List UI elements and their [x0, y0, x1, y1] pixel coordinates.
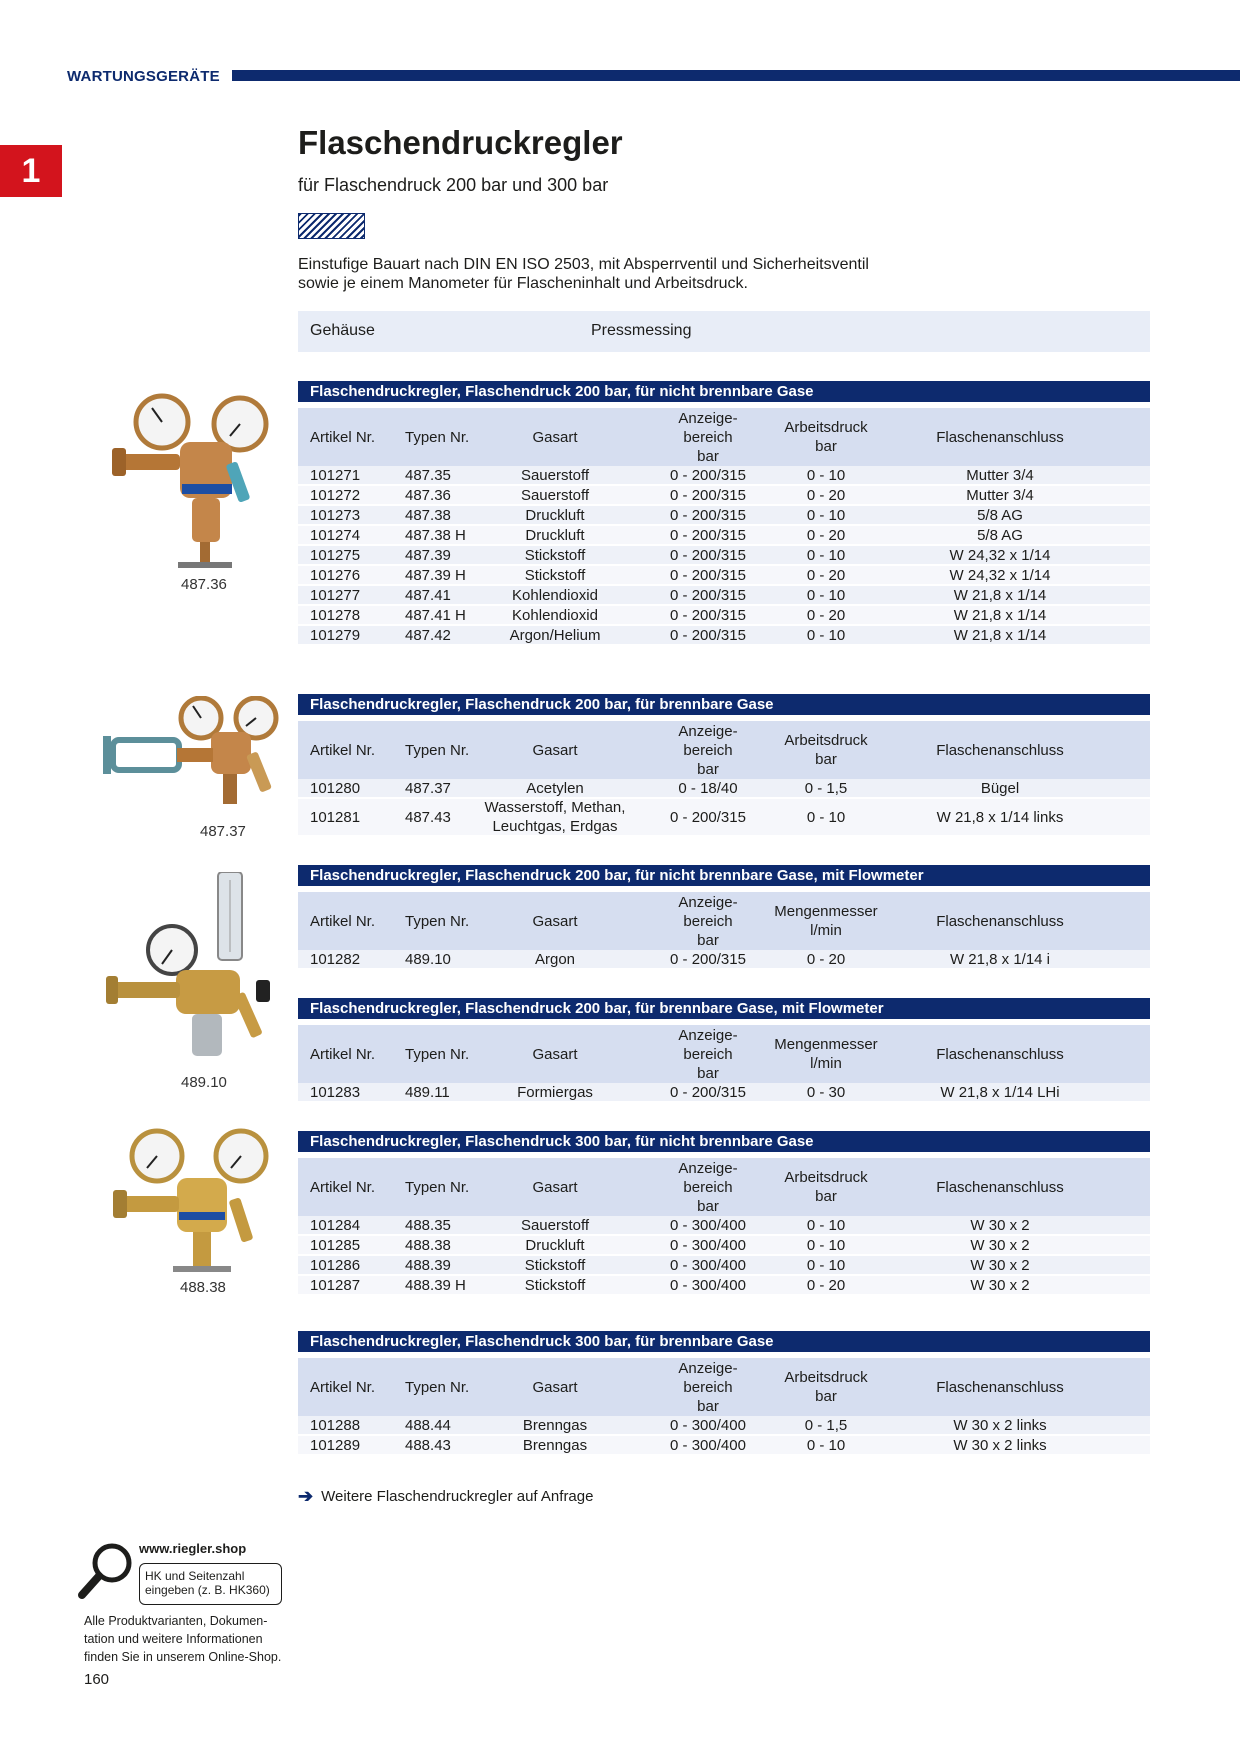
cell-type-number: 487.38 H: [405, 526, 466, 544]
header-display-range: Anzeige- bereich bar: [678, 722, 738, 778]
header-article-number: Artikel Nr.: [310, 1378, 376, 1396]
header-gas-type: Gasart: [532, 1045, 578, 1063]
cell-gas-type: Acetylen: [526, 779, 584, 797]
cell-display-range: 0 - 300/400: [670, 1236, 746, 1254]
cell-gas-type: Druckluft: [525, 526, 585, 544]
cell-cylinder-connection: W 21,8 x 1/14: [953, 626, 1047, 644]
cell-article-number: 101287: [310, 1276, 361, 1294]
cell-type-number: 487.39 H: [405, 566, 466, 584]
more-note: [298, 1486, 593, 1507]
cell-working-pressure: 0 - 1,5: [804, 779, 848, 797]
cell-article-number: 101278: [310, 606, 361, 624]
header-type-number: Typen Nr.: [405, 1178, 470, 1196]
cell-cylinder-connection: W 21,8 x 1/14: [953, 606, 1047, 624]
housing-key: Gehäuse: [310, 322, 375, 339]
page-number: 160: [84, 1671, 110, 1688]
cell-gas-type: Sauerstoff: [520, 466, 590, 484]
header-display-range: Anzeige- bereich bar: [678, 1159, 738, 1215]
table-body: [298, 466, 1150, 646]
header-article-number: Artikel Nr.: [310, 912, 376, 930]
cell-display-range: 0 - 200/315: [670, 506, 746, 524]
cell-cylinder-connection: 5/8 AG: [977, 526, 1023, 544]
header-cylinder-connection: Flaschenanschluss: [936, 428, 1064, 446]
cell-working-pressure: 0 - 20: [806, 1276, 846, 1294]
header-display-range: Anzeige- bereich bar: [678, 893, 738, 949]
cell-article-number: 101271: [310, 466, 361, 484]
cell-working-pressure: 0 - 1,5: [804, 1416, 848, 1434]
header-type-number: Typen Nr.: [405, 1045, 470, 1063]
table-header: [298, 892, 1150, 950]
cell-gas-type: Stickstoff: [524, 546, 586, 564]
header-gas-type: Gasart: [532, 1178, 578, 1196]
table-row: [298, 1083, 1150, 1103]
cell-article-number: 101286: [310, 1256, 361, 1274]
product-table: [298, 865, 1150, 970]
page-subtitle: für Flaschendruck 200 bar und 300 bar: [298, 175, 609, 195]
cell-type-number: 487.37: [405, 779, 451, 797]
cell-type-number: 487.41 H: [405, 606, 466, 624]
product-table: [298, 998, 1150, 1103]
table-row: [298, 626, 1150, 646]
cell-type-number: 488.44: [405, 1416, 451, 1434]
header-display-range: Anzeige- bereich bar: [678, 1026, 738, 1082]
description-line: Einstufige Bauart nach DIN EN ISO 2503, mit Absperrventil und Sicherheitsventil: [298, 256, 869, 273]
cell-working-pressure: 0 - 10: [806, 626, 846, 644]
housing-value: Pressmessing: [591, 322, 692, 339]
cell-display-range: 0 - 200/315: [670, 950, 746, 968]
cell-type-number: 489.10: [405, 950, 451, 968]
cell-working-pressure: 0 - 10: [806, 546, 846, 564]
cell-cylinder-connection: W 24,32 x 1/14: [949, 546, 1051, 564]
table-row: [298, 606, 1150, 626]
product-table: [298, 381, 1150, 646]
cell-display-range: 0 - 200/315: [670, 526, 746, 544]
header-type-number: Typen Nr.: [405, 428, 470, 446]
cell-working-pressure: 0 - 20: [806, 950, 846, 968]
cell-display-range: 0 - 300/400: [670, 1256, 746, 1274]
product-description: [298, 255, 938, 293]
cell-gas-type: Stickstoff: [524, 1276, 586, 1294]
cell-cylinder-connection: Bügel: [980, 779, 1020, 797]
cell-article-number: 101280: [310, 779, 361, 797]
image-caption: 489.10: [181, 1074, 227, 1091]
cell-display-range: 0 - 200/315: [670, 808, 746, 826]
table-title: Flaschendruckregler, Flaschendruck 200 bar, für nicht brennbare Gase, mit Flowmeter: [298, 865, 1150, 886]
cell-type-number: 487.43: [405, 808, 451, 826]
cell-cylinder-connection: W 21,8 x 1/14 links: [936, 808, 1064, 826]
cell-type-number: 487.41: [405, 586, 451, 604]
cell-type-number: 487.39: [405, 546, 451, 564]
header-working-pressure: Arbeitsdruck bar: [784, 419, 868, 455]
header-type-number: Typen Nr.: [405, 1378, 470, 1396]
regulator-image-300bar: [113, 1128, 273, 1283]
cell-cylinder-connection: W 21,8 x 1/14 LHi: [940, 1083, 1060, 1101]
cell-working-pressure: 0 - 10: [806, 1216, 846, 1234]
table-row: [298, 506, 1150, 526]
cell-working-pressure: 0 - 20: [806, 606, 846, 624]
header-working-pressure: Mengenmesser l/min: [774, 903, 878, 939]
cell-article-number: 101283: [310, 1083, 361, 1101]
shop-note-line: Alle Produktvarianten, Dokumen-: [84, 1614, 268, 1628]
cell-gas-type: Stickstoff: [524, 566, 586, 584]
cell-working-pressure: 0 - 10: [806, 466, 846, 484]
table-header: [298, 721, 1150, 779]
shop-url-link[interactable]: www.riegler.shop: [139, 1541, 247, 1556]
cell-working-pressure: 0 - 10: [806, 586, 846, 604]
magnifier-icon: [78, 1541, 136, 1604]
housing-spec: [298, 311, 1150, 352]
cell-working-pressure: 0 - 20: [806, 566, 846, 584]
table-row: [298, 799, 1150, 837]
table-row: [298, 466, 1150, 486]
page-title: Flaschendruckregler: [298, 124, 623, 161]
cell-type-number: 488.39 H: [405, 1276, 466, 1294]
cell-article-number: 101277: [310, 586, 361, 604]
cell-article-number: 101276: [310, 566, 361, 584]
cell-cylinder-connection: W 30 x 2: [970, 1236, 1030, 1254]
cell-type-number: 487.35: [405, 466, 451, 484]
cell-article-number: 101289: [310, 1436, 361, 1454]
description-line: sowie je einem Manometer für Flascheninhalt und Arbeitsdruck.: [298, 275, 748, 292]
cell-type-number: 488.39: [405, 1256, 451, 1274]
cell-article-number: 101275: [310, 546, 361, 564]
cell-display-range: 0 - 300/400: [670, 1416, 746, 1434]
header-cylinder-connection: Flaschenanschluss: [936, 1045, 1064, 1063]
cell-display-range: 0 - 300/400: [670, 1276, 746, 1294]
header-cylinder-connection: Flaschenanschluss: [936, 1378, 1064, 1396]
cell-gas-type: Druckluft: [525, 1236, 585, 1254]
table-title: Flaschendruckregler, Flaschendruck 300 bar, für nicht brennbare Gase: [298, 1131, 1150, 1152]
cell-cylinder-connection: W 30 x 2: [970, 1276, 1030, 1294]
header-type-number: Typen Nr.: [405, 741, 470, 759]
table-body: [298, 779, 1150, 837]
table-header: [298, 1158, 1150, 1216]
cell-type-number: 488.43: [405, 1436, 451, 1454]
header-working-pressure: Arbeitsdruck bar: [784, 732, 868, 768]
cell-display-range: 0 - 200/315: [670, 546, 746, 564]
cell-cylinder-connection: W 30 x 2 links: [953, 1436, 1047, 1454]
arrow-right-icon: ➔: [298, 1486, 314, 1506]
cell-cylinder-connection: W 24,32 x 1/14: [949, 566, 1051, 584]
cell-cylinder-connection: W 30 x 2: [970, 1256, 1030, 1274]
cell-article-number: 101274: [310, 526, 361, 544]
cell-type-number: 488.35: [405, 1216, 451, 1234]
table-row: [298, 566, 1150, 586]
table-body: [298, 950, 1150, 970]
table-row: [298, 526, 1150, 546]
product-table: [298, 694, 1150, 837]
table-body: [298, 1416, 1150, 1456]
cell-gas-type: Brenngas: [522, 1416, 588, 1434]
table-body: [298, 1216, 1150, 1296]
shop-hint-line: HK und Seitenzahl: [145, 1569, 245, 1583]
cell-gas-type: Argon: [534, 950, 576, 968]
cell-display-range: 0 - 200/315: [670, 626, 746, 644]
cell-working-pressure: 0 - 10: [806, 506, 846, 524]
header-article-number: Artikel Nr.: [310, 428, 376, 446]
cell-type-number: 487.42: [405, 626, 451, 644]
cell-cylinder-connection: W 21,8 x 1/14: [953, 586, 1047, 604]
cell-gas-type: Kohlendioxid: [512, 586, 598, 604]
shop-hint-box: [139, 1563, 282, 1605]
table-row: [298, 779, 1150, 799]
regulator-image-flowmeter: [106, 872, 276, 1077]
cell-gas-type: Druckluft: [525, 506, 585, 524]
cell-working-pressure: 0 - 10: [806, 1436, 846, 1454]
header-gas-type: Gasart: [532, 912, 578, 930]
header-type-number: Typen Nr.: [405, 912, 470, 930]
cell-type-number: 488.38: [405, 1236, 451, 1254]
image-caption: 487.37: [200, 823, 246, 840]
cell-cylinder-connection: W 21,8 x 1/14 i: [949, 950, 1051, 968]
cell-gas-type: Kohlendioxid: [512, 606, 598, 624]
cell-display-range: 0 - 200/315: [670, 486, 746, 504]
shop-hint-line: eingeben (z. B. HK360): [145, 1583, 270, 1597]
cell-working-pressure: 0 - 10: [806, 1236, 846, 1254]
table-row: [298, 1276, 1150, 1296]
header-gas-type: Gasart: [532, 428, 578, 446]
table-body: [298, 1083, 1150, 1103]
table-title: Flaschendruckregler, Flaschendruck 200 bar, für brennbare Gase, mit Flowmeter: [298, 998, 1150, 1019]
regulator-image-two-gauges: [112, 392, 272, 577]
cell-type-number: 489.11: [405, 1083, 450, 1101]
image-caption: 488.38: [180, 1279, 226, 1296]
header-working-pressure: Arbeitsdruck bar: [784, 1369, 868, 1405]
header-cylinder-connection: Flaschenanschluss: [936, 741, 1064, 759]
product-table: [298, 1331, 1150, 1456]
header-article-number: Artikel Nr.: [310, 1178, 376, 1196]
header-article-number: Artikel Nr.: [310, 741, 376, 759]
cell-type-number: 487.36: [405, 486, 451, 504]
regulator-image-acetylene: [103, 696, 283, 821]
table-row: [298, 1236, 1150, 1256]
shop-note: [84, 1612, 304, 1666]
cell-gas-type: Sauerstoff: [520, 1216, 590, 1234]
cell-cylinder-connection: Mutter 3/4: [966, 466, 1034, 484]
cell-cylinder-connection: W 30 x 2: [970, 1216, 1030, 1234]
chapter-tab: 1: [0, 145, 62, 197]
more-note-text: Weitere Flaschendruckregler auf Anfrage: [321, 1488, 594, 1505]
table-title: Flaschendruckregler, Flaschendruck 200 bar, für brennbare Gase: [298, 694, 1150, 715]
table-row: [298, 486, 1150, 506]
cell-type-number: 487.38: [405, 506, 451, 524]
cell-gas-type: Stickstoff: [524, 1256, 586, 1274]
cell-display-range: 0 - 200/315: [670, 586, 746, 604]
image-caption: 487.36: [181, 576, 227, 593]
cell-cylinder-connection: 5/8 AG: [977, 506, 1023, 524]
header-gas-type: Gasart: [532, 1378, 578, 1396]
cell-display-range: 0 - 200/315: [670, 566, 746, 584]
header-display-range: Anzeige- bereich bar: [678, 1359, 738, 1415]
section-label: WARTUNGSGERÄTE: [67, 68, 220, 85]
table-row: [298, 546, 1150, 566]
brand-logo: [298, 213, 365, 239]
header-gas-type: Gasart: [532, 741, 578, 759]
cell-article-number: 101273: [310, 506, 361, 524]
cell-gas-type: Argon/Helium: [509, 626, 601, 644]
header-working-pressure: Arbeitsdruck bar: [784, 1169, 868, 1205]
header-article-number: Artikel Nr.: [310, 1045, 376, 1063]
cell-gas-type: Sauerstoff: [520, 486, 590, 504]
cell-display-range: 0 - 300/400: [670, 1436, 746, 1454]
cell-display-range: 0 - 200/315: [670, 1083, 746, 1101]
table-header: [298, 1358, 1150, 1416]
table-row: [298, 586, 1150, 606]
cell-article-number: 101282: [310, 950, 361, 968]
cell-gas-type: Brenngas: [522, 1436, 588, 1454]
table-row: [298, 1256, 1150, 1276]
table-row: [298, 950, 1150, 970]
cell-working-pressure: 0 - 20: [806, 486, 846, 504]
cell-working-pressure: 0 - 30: [806, 1083, 846, 1101]
cell-article-number: 101288: [310, 1416, 361, 1434]
table-row: [298, 1416, 1150, 1436]
shop-note-line: tation und weitere Informationen: [84, 1632, 263, 1646]
header-display-range: Anzeige- bereich bar: [678, 409, 738, 465]
table-row: [298, 1216, 1150, 1236]
header-rule: [232, 70, 1240, 81]
table-header: [298, 408, 1150, 466]
header-cylinder-connection: Flaschenanschluss: [936, 1178, 1064, 1196]
cell-gas-type: Formiergas: [517, 1083, 593, 1101]
cell-article-number: 101279: [310, 626, 361, 644]
cell-working-pressure: 0 - 10: [806, 808, 846, 826]
cell-article-number: 101284: [310, 1216, 361, 1234]
cell-article-number: 101285: [310, 1236, 361, 1254]
cell-article-number: 101281: [310, 808, 361, 826]
cell-working-pressure: 0 - 10: [806, 1256, 846, 1274]
table-row: [298, 1436, 1150, 1456]
cell-display-range: 0 - 300/400: [670, 1216, 746, 1234]
cell-working-pressure: 0 - 20: [806, 526, 846, 544]
table-title: Flaschendruckregler, Flaschendruck 200 bar, für nicht brennbare Gase: [298, 381, 1150, 402]
cell-display-range: 0 - 200/315: [670, 606, 746, 624]
shop-note-line: finden Sie in unserem Online-Shop.: [84, 1650, 282, 1664]
cell-display-range: 0 - 18/40: [678, 779, 738, 797]
cell-article-number: 101272: [310, 486, 361, 504]
cell-gas-type: Wasserstoff, Methan, Leuchtgas, Erdgas: [484, 799, 626, 835]
table-title: Flaschendruckregler, Flaschendruck 300 bar, für brennbare Gase: [298, 1331, 1150, 1352]
table-header: [298, 1025, 1150, 1083]
cell-cylinder-connection: W 30 x 2 links: [953, 1416, 1047, 1434]
header-cylinder-connection: Flaschenanschluss: [936, 912, 1064, 930]
cell-display-range: 0 - 200/315: [670, 466, 746, 484]
header-working-pressure: Mengenmesser l/min: [774, 1036, 878, 1072]
cell-cylinder-connection: Mutter 3/4: [966, 486, 1034, 504]
product-table: [298, 1131, 1150, 1296]
